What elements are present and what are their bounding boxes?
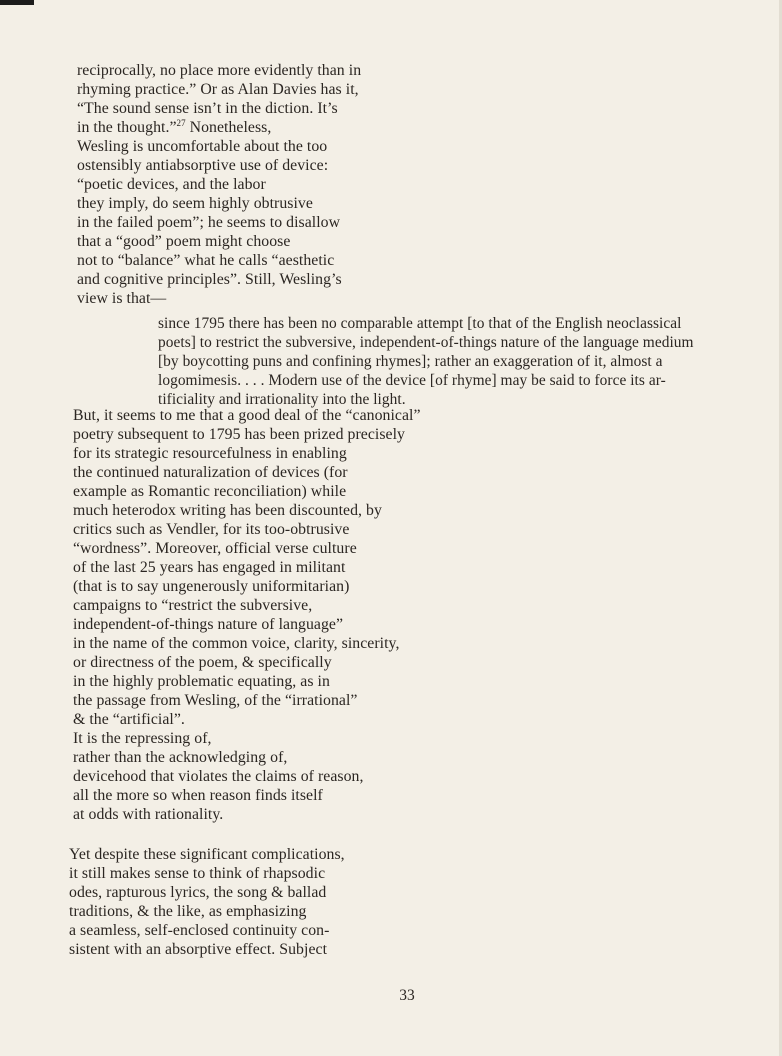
poem-line: for its strategic resourcefulness in enabling: [73, 445, 347, 462]
poem-line: in the failed poem”; he seems to disallow: [77, 214, 341, 231]
poem-line: But, it seems to me that a good deal of the “canonical”: [73, 407, 421, 424]
poem-line: [77, 118, 271, 137]
poem-line: “poetic devices, and the labor: [77, 176, 266, 193]
quote-line: [by boycotting puns and confining rhymes]; rather an exaggeration of it, almost a: [158, 353, 663, 370]
poem-line: that a “good” poem might choose: [77, 233, 291, 250]
poem-line: example as Romantic reconciliation) while: [73, 483, 347, 500]
poem-line: Wesling is uncomfortable about the too: [77, 138, 328, 155]
poem-line: devicehood that violates the claims of reason,: [73, 768, 364, 785]
poem-line: ostensibly antiabsorptive use of device:: [77, 157, 329, 174]
poem-line: at odds with rationality.: [73, 806, 224, 823]
poem-line: view is that—: [77, 290, 167, 307]
scan-corner-mark: [0, 0, 34, 5]
footnote-reference[interactable]: 27: [176, 118, 186, 128]
quote-line: poets] to restrict the subversive, independent-of-things nature of the language medium: [158, 334, 694, 351]
poem-line: poetry subsequent to 1795 has been prized precisely: [73, 426, 405, 443]
poem-line: much heterodox writing has been discounted, by: [73, 502, 382, 519]
poem-line: campaigns to “restrict the subversive,: [73, 597, 313, 614]
page-number: 33: [399, 987, 415, 1004]
poem-line: all the more so when reason finds itself: [73, 787, 323, 804]
poem-line: rather than the acknowledging of,: [73, 749, 288, 766]
poem-line: or directness of the poem, & specifically: [73, 654, 332, 671]
poem-line: & the “artificial”.: [73, 711, 185, 728]
quote-line: logomimesis. . . . Modern use of the device [of rhyme] may be said to force its ar-: [158, 372, 666, 389]
poem-line: “The sound sense isn’t in the diction. It’s: [77, 100, 338, 117]
poem-line: Yet despite these significant complications,: [69, 846, 345, 863]
poem-line: and cognitive principles”. Still, Wesling’s: [77, 271, 342, 288]
poem-line: independent-of-things nature of language”: [73, 616, 344, 633]
poem-line: in the highly problematic equating, as in: [73, 673, 330, 690]
poem-line: odes, rapturous lyrics, the song & ballad: [69, 884, 327, 901]
poem-line-text: in the thought.”: [77, 119, 177, 136]
poem-line: traditions, & the like, as emphasizing: [69, 903, 307, 920]
poem-line: the continued naturalization of devices (for: [73, 464, 348, 481]
poem-line: reciprocally, no place more evidently than in: [77, 62, 362, 79]
poem-line: (that is to say ungenerously uniformitarian): [73, 578, 350, 595]
poem-line: critics such as Vendler, for its too-obtrusive: [73, 521, 350, 538]
quote-line: since 1795 there has been no comparable attempt [to that of the English neoclassical: [158, 315, 682, 332]
poem-line: it still makes sense to think of rhapsodic: [69, 865, 326, 882]
poem-line: not to “balance” what he calls “aesthetic: [77, 252, 335, 269]
poem-line: in the name of the common voice, clarity, sincerity,: [73, 635, 400, 652]
poem-line: they imply, do seem highly obtrusive: [77, 195, 313, 212]
poem-line: “wordness”. Moreover, official verse culture: [73, 540, 357, 557]
poem-line-tail: Nonetheless,: [185, 119, 272, 136]
poem-line: It is the repressing of,: [73, 730, 212, 747]
poem-line: the passage from Wesling, of the “irrational”: [73, 692, 358, 709]
poem-line: rhyming practice.” Or as Alan Davies has it,: [77, 81, 359, 98]
poem-line: sistent with an absorptive effect. Subject: [69, 941, 328, 958]
poem-line: a seamless, self-enclosed continuity con-: [69, 922, 330, 939]
quote-line: tificiality and irrationality into the light.: [158, 391, 406, 408]
poem-line: of the last 25 years has engaged in militant: [73, 559, 346, 576]
